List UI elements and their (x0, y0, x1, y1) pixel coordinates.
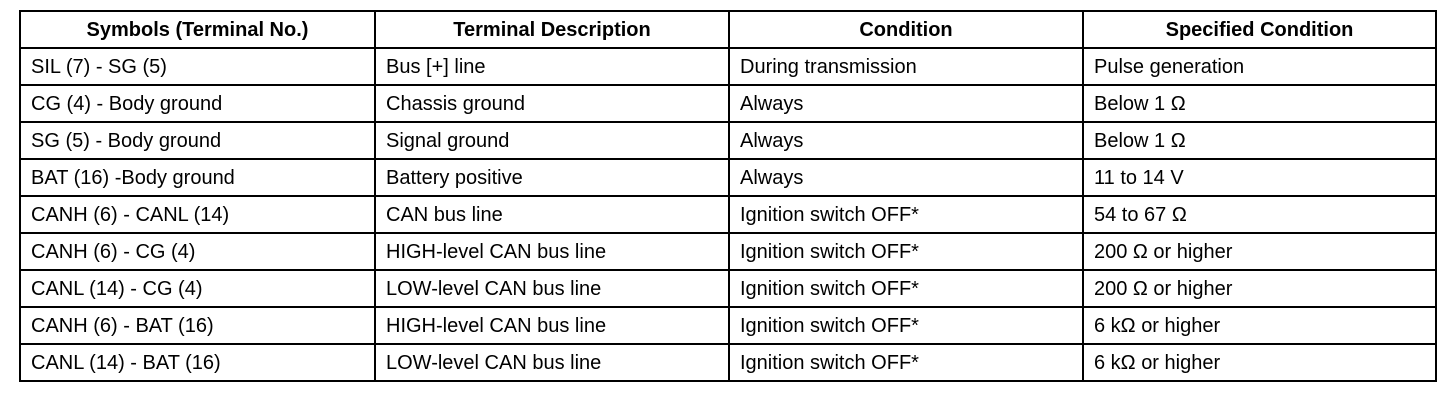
cell-condition: Always (729, 122, 1083, 159)
cell-terminal-description: LOW-level CAN bus line (375, 344, 729, 381)
cell-specified-condition: 200 Ω or higher (1083, 270, 1436, 307)
table-row (20, 85, 1436, 122)
header-specified-condition: Specified Condition (1083, 11, 1436, 48)
cell-symbols: CANL (14) - CG (4) (20, 270, 375, 307)
table-body (20, 48, 1436, 381)
cell-specified-condition: Pulse generation (1083, 48, 1436, 85)
cell-terminal-description: Battery positive (375, 159, 729, 196)
header-terminal-description: Terminal Description (375, 11, 729, 48)
cell-condition: Ignition switch OFF* (729, 196, 1083, 233)
cell-condition: Ignition switch OFF* (729, 270, 1083, 307)
cell-terminal-description: HIGH-level CAN bus line (375, 233, 729, 270)
cell-specified-condition: 200 Ω or higher (1083, 233, 1436, 270)
cell-symbols: CANH (6) - BAT (16) (20, 307, 375, 344)
cell-terminal-description: HIGH-level CAN bus line (375, 307, 729, 344)
cell-terminal-description: CAN bus line (375, 196, 729, 233)
table-row (20, 233, 1436, 270)
terminal-spec-table (19, 10, 1437, 382)
terminal-spec-table-container (19, 10, 1435, 382)
cell-specified-condition: 6 kΩ or higher (1083, 344, 1436, 381)
cell-condition: Ignition switch OFF* (729, 307, 1083, 344)
cell-terminal-description: Signal ground (375, 122, 729, 159)
table-row (20, 122, 1436, 159)
cell-specified-condition: Below 1 Ω (1083, 85, 1436, 122)
table-row (20, 159, 1436, 196)
header-row (20, 11, 1436, 48)
table-row (20, 270, 1436, 307)
header-symbols: Symbols (Terminal No.) (20, 11, 375, 48)
header-condition: Condition (729, 11, 1083, 48)
cell-symbols: CANH (6) - CANL (14) (20, 196, 375, 233)
cell-symbols: CANL (14) - BAT (16) (20, 344, 375, 381)
cell-terminal-description: Bus [+] line (375, 48, 729, 85)
cell-terminal-description: LOW-level CAN bus line (375, 270, 729, 307)
cell-specified-condition: 11 to 14 V (1083, 159, 1436, 196)
cell-condition: Always (729, 85, 1083, 122)
cell-specified-condition: Below 1 Ω (1083, 122, 1436, 159)
table-header (20, 11, 1436, 48)
table-row (20, 48, 1436, 85)
cell-symbols: CG (4) - Body ground (20, 85, 375, 122)
cell-symbols: SG (5) - Body ground (20, 122, 375, 159)
cell-condition: Ignition switch OFF* (729, 233, 1083, 270)
table-row (20, 344, 1436, 381)
cell-terminal-description: Chassis ground (375, 85, 729, 122)
cell-symbols: SIL (7) - SG (5) (20, 48, 375, 85)
cell-condition: Ignition switch OFF* (729, 344, 1083, 381)
cell-specified-condition: 6 kΩ or higher (1083, 307, 1436, 344)
cell-condition: During transmission (729, 48, 1083, 85)
cell-symbols: BAT (16) -Body ground (20, 159, 375, 196)
cell-specified-condition: 54 to 67 Ω (1083, 196, 1436, 233)
cell-symbols: CANH (6) - CG (4) (20, 233, 375, 270)
table-row (20, 196, 1436, 233)
cell-condition: Always (729, 159, 1083, 196)
table-row (20, 307, 1436, 344)
